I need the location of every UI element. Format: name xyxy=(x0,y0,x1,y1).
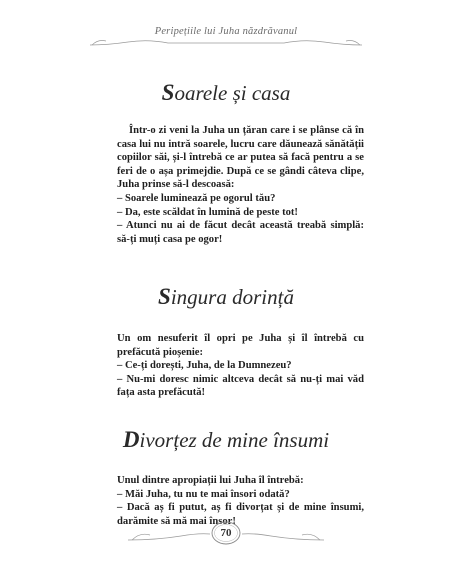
section-body-singura-dorinta xyxy=(117,332,364,400)
running-header: Peripețiile lui Juha năzdrăvanul xyxy=(154,26,298,37)
dialogue-line: – Soarele luminează pe ogorul tău? xyxy=(117,192,276,204)
title-text: oarele și casa xyxy=(174,81,291,105)
title-initial: S xyxy=(161,80,175,105)
section-title-singura-dorinta xyxy=(0,284,452,310)
section-body-soarele-si-casa xyxy=(117,124,364,246)
title-text: ingura dorință xyxy=(170,285,294,309)
dialogue-line: – Atunci nu ai de făcut decât această treabă simplă: să-ți muți casa pe ogor! xyxy=(117,220,364,245)
dialogue-line: – Măi Juha, tu nu te mai însori odată? xyxy=(117,488,290,500)
paragraph: Un om nesuferit îl opri pe Juha și îl întrebă cu prefăcută pioșenie: xyxy=(117,333,364,358)
title-text: ivorțez de mine însumi xyxy=(139,428,330,452)
page-number: 70 xyxy=(220,527,232,539)
dialogue-line: – Ce-ți dorești, Juha, de la Dumnezeu? xyxy=(117,360,292,372)
title-initial: D xyxy=(122,427,140,452)
paragraph: Într-o zi veni la Juha un țăran care i se plânse că în casa lui nu intră soarele, lucru care dăunează sănătății copiilor săi, și-l întrebă ce ar putea să facă pentru a se feri de o așa primejdie. După ce se gândi câteva clipe, Juha prinse să-l descoasă: xyxy=(117,125,364,191)
dialogue-line: – Dacă aș fi putut, aș fi divorțat și de mine însumi, darămite să mă mai însor! xyxy=(117,502,364,527)
paragraph: Unul dintre apropiații lui Juha îl întrebă: xyxy=(117,475,304,486)
dialogue-line: – Da, este scăldat în lumină de peste tot! xyxy=(117,206,298,218)
section-title-divortez-de-mine-insumi xyxy=(0,427,452,453)
dialogue-line: – Nu-mi doresc nimic altceva decât să nu-ți mai văd fața asta prefăcută! xyxy=(117,373,364,399)
section-title-soarele-si-casa xyxy=(0,80,452,106)
title-initial: S xyxy=(158,284,171,309)
